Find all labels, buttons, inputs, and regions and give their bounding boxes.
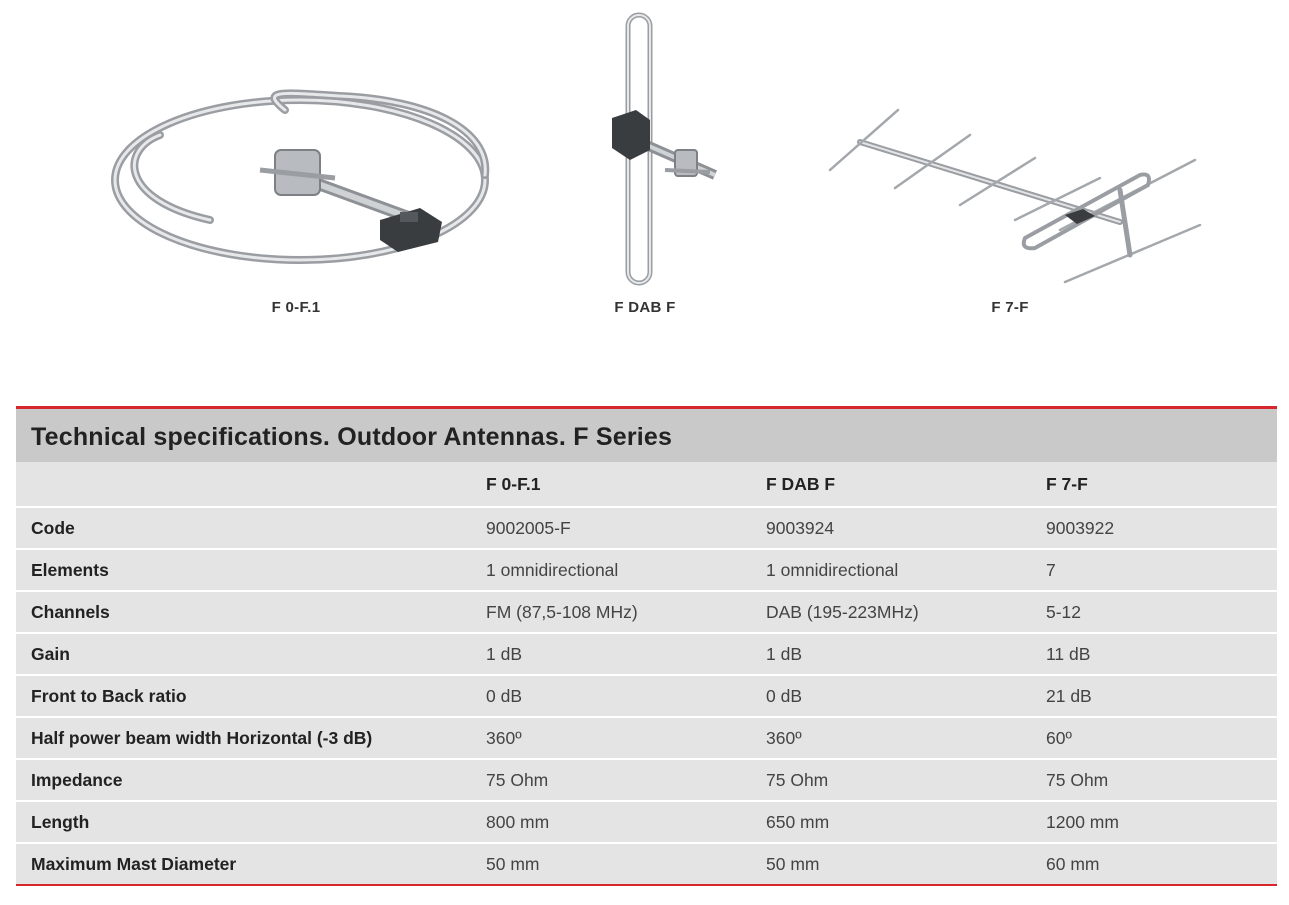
table-row bbox=[16, 549, 1277, 591]
row-label: Impedance bbox=[16, 759, 486, 801]
row-label: Channels bbox=[16, 591, 486, 633]
specifications-table bbox=[16, 462, 1277, 886]
cell-value: 21 dB bbox=[1046, 675, 1277, 717]
cell-value: 650 mm bbox=[766, 801, 1046, 843]
table-row bbox=[16, 633, 1277, 675]
specifications-title: Technical specifications. Outdoor Antennas. F Series bbox=[31, 423, 673, 451]
product-f7-f bbox=[820, 0, 1220, 330]
fm-loop-antenna-image bbox=[100, 0, 500, 290]
table-header-row bbox=[16, 462, 1277, 507]
dab-dipole-antenna-image bbox=[590, 0, 730, 290]
row-label: Half power beam width Horizontal (-3 dB) bbox=[16, 717, 486, 759]
column-header: F DAB F bbox=[766, 462, 1046, 507]
cell-value: FM (87,5-108 MHz) bbox=[486, 591, 766, 633]
table-row bbox=[16, 507, 1277, 549]
product-caption: F DAB F bbox=[614, 299, 676, 316]
cell-value: 60º bbox=[1046, 717, 1277, 759]
cell-value: 1 dB bbox=[766, 633, 1046, 675]
technical-specifications bbox=[16, 406, 1277, 886]
table-row bbox=[16, 717, 1277, 759]
cell-value: 1200 mm bbox=[1046, 801, 1277, 843]
cell-value: 7 bbox=[1046, 549, 1277, 591]
cell-value: 5-12 bbox=[1046, 591, 1277, 633]
row-label: Length bbox=[16, 801, 486, 843]
product-f-dab-f bbox=[590, 0, 730, 330]
cell-value: 1 dB bbox=[486, 633, 766, 675]
row-label: Gain bbox=[16, 633, 486, 675]
table-row bbox=[16, 675, 1277, 717]
row-label: Maximum Mast Diameter bbox=[16, 843, 486, 885]
yagi-antenna-image bbox=[820, 0, 1220, 290]
cell-value: DAB (195-223MHz) bbox=[766, 591, 1046, 633]
table-row bbox=[16, 759, 1277, 801]
cell-value: 50 mm bbox=[486, 843, 766, 885]
column-header: F 7-F bbox=[1046, 462, 1277, 507]
row-label: Front to Back ratio bbox=[16, 675, 486, 717]
cell-value: 75 Ohm bbox=[1046, 759, 1277, 801]
cell-value: 9003924 bbox=[766, 507, 1046, 549]
table-row bbox=[16, 843, 1277, 885]
product-caption: F 7-F bbox=[991, 299, 1029, 316]
product-caption: F 0-F.1 bbox=[271, 299, 321, 316]
cell-value: 800 mm bbox=[486, 801, 766, 843]
cell-value: 75 Ohm bbox=[766, 759, 1046, 801]
table-header-empty bbox=[16, 462, 486, 507]
cell-value: 0 dB bbox=[766, 675, 1046, 717]
cell-value: 60 mm bbox=[1046, 843, 1277, 885]
column-header: F 0-F.1 bbox=[486, 462, 766, 507]
cell-value: 50 mm bbox=[766, 843, 1046, 885]
table-row bbox=[16, 801, 1277, 843]
cell-value: 75 Ohm bbox=[486, 759, 766, 801]
cell-value: 1 omnidirectional bbox=[766, 549, 1046, 591]
row-label: Code bbox=[16, 507, 486, 549]
cell-value: 9003922 bbox=[1046, 507, 1277, 549]
cell-value: 9002005-F bbox=[486, 507, 766, 549]
product-gallery bbox=[0, 0, 1289, 400]
cell-value: 360º bbox=[486, 717, 766, 759]
cell-value: 0 dB bbox=[486, 675, 766, 717]
cell-value: 1 omnidirectional bbox=[486, 549, 766, 591]
cell-value: 11 dB bbox=[1046, 633, 1277, 675]
cell-value: 360º bbox=[766, 717, 1046, 759]
specifications-title-bar bbox=[16, 406, 1277, 462]
table-row bbox=[16, 591, 1277, 633]
row-label: Elements bbox=[16, 549, 486, 591]
product-f0-f1 bbox=[100, 0, 500, 330]
